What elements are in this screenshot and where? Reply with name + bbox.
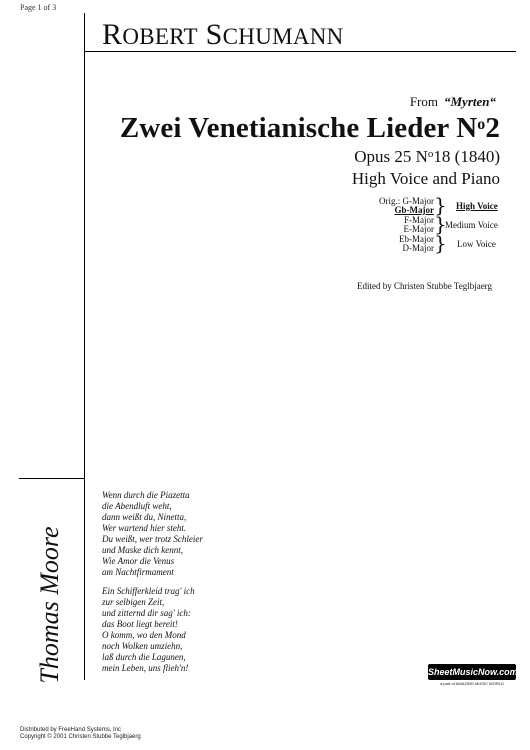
- logo-wordmark: SheetMusicNow.com: [428, 664, 516, 680]
- key-group-medium: [404, 216, 435, 234]
- key-table: [360, 193, 510, 257]
- poem-line: noch Wolken umziehn,: [102, 641, 183, 651]
- footer-copyright: Copyright © 2001 Christen Stubbe Teglbjaerg: [20, 734, 141, 740]
- poem-line: Du weißt, wer trotz Schleier: [102, 534, 203, 544]
- poem-line: Wer wartend hier steht.: [102, 523, 187, 533]
- composer-first-rest: OBERT: [122, 24, 198, 49]
- key-d-major: D-Major: [402, 243, 434, 253]
- poem-text: [102, 490, 203, 682]
- song-title: [120, 112, 500, 145]
- sheetmusicnow-logo[interactable]: [428, 658, 516, 690]
- poet-name: Thomas Moore: [35, 526, 64, 684]
- poem-stanza-1: [102, 490, 203, 578]
- poem-line: laß durch die Lagunen,: [102, 652, 186, 662]
- composer-first-initial: R: [102, 18, 123, 51]
- poem-line: O komm, wo den Mond: [102, 630, 186, 640]
- poem-line: die Abendluft weht,: [102, 501, 172, 511]
- poem-line: und zitternd dir sag' ich:: [102, 608, 191, 618]
- from-line: [410, 94, 496, 110]
- poem-line: dann weißt du, Ninetta,: [102, 512, 187, 522]
- key-e-major: E-Major: [403, 224, 434, 234]
- opus-line: [354, 147, 500, 167]
- poem-line: zur selbigen Zeit,: [102, 597, 165, 607]
- key-eb-major: Eb-Major: [399, 234, 434, 244]
- composer-name: [102, 18, 344, 52]
- composer-last-initial: S: [205, 18, 223, 51]
- key-group-high: [379, 197, 434, 215]
- opus-sup: o: [427, 148, 434, 160]
- vertical-rule: [84, 13, 85, 680]
- key-selected: Gb-Major: [394, 205, 434, 215]
- brace-icon: }: [434, 193, 447, 217]
- voice-label-medium: Medium Voice: [445, 220, 498, 230]
- footer-distributor: Distributed by FreeHand Systems, Inc: [20, 727, 122, 733]
- voice-label-high: High Voice: [456, 201, 498, 211]
- poem-stanza-2: [102, 586, 203, 674]
- brace-icon: }: [434, 212, 447, 236]
- page-indicator: Page 1 of 3: [20, 3, 57, 12]
- poem-line: am Nachtfirmament: [102, 567, 174, 577]
- voices-line: High Voice and Piano: [351, 169, 500, 188]
- from-label: From: [409, 94, 438, 109]
- poem-line: Ein Schifferkleid trag' ich: [102, 586, 195, 596]
- poem-line: mein Leben, uns flieh'n!: [102, 663, 189, 673]
- opus-pre: Opus 25 N: [354, 147, 428, 166]
- poem-line: Wenn durch die Piazetta: [102, 490, 190, 500]
- key-group-low: [399, 235, 434, 253]
- logo-tagline: a part of AMAZING MUSIC WORLD: [440, 681, 504, 686]
- poem-line: das Boot liegt bereit!: [102, 619, 178, 629]
- poem-line: Wie Amor die Venus: [102, 556, 175, 566]
- footer: [20, 727, 141, 741]
- title-main: Zwei Venetianische Lieder N: [119, 112, 478, 144]
- voice-label-low: Low Voice: [457, 239, 496, 249]
- brace-icon: }: [434, 231, 447, 255]
- cycle-name: “Myrten“: [444, 94, 496, 109]
- opus-post: 18 (1840): [433, 147, 500, 166]
- editor-credit: Edited by Christen Stubbe Teglbjaerg: [357, 281, 493, 291]
- author-rule: [19, 478, 85, 479]
- key-orig: Orig.: G-Major: [379, 196, 434, 206]
- title-sup: o: [477, 116, 486, 133]
- title-number: 2: [485, 112, 500, 144]
- poem-line: und Maske dich kennt,: [102, 545, 183, 555]
- composer-last-rest: CHUMANN: [222, 24, 344, 49]
- key-f-major: F-Major: [404, 215, 434, 225]
